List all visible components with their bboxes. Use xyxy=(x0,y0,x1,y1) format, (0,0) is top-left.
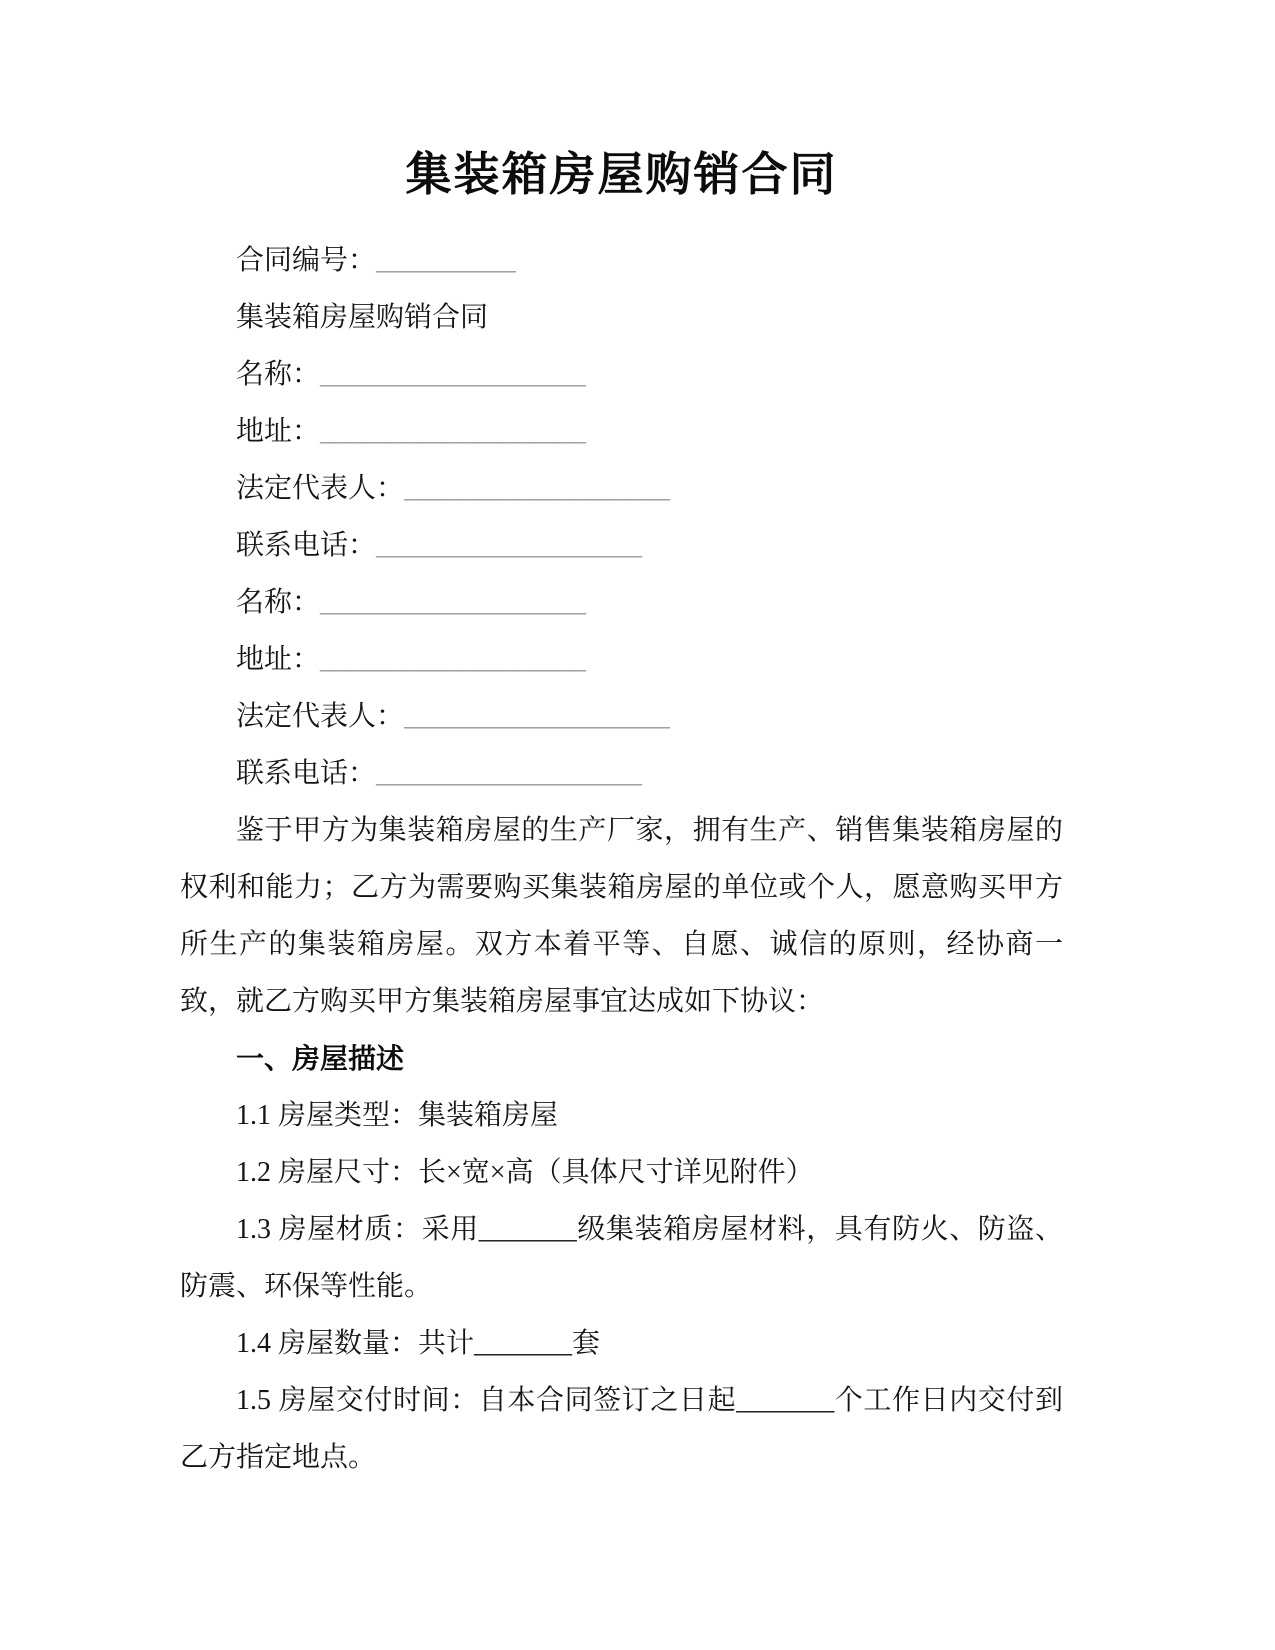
contract-number-line xyxy=(180,232,1063,289)
contract-number-blank: __________ xyxy=(376,245,517,276)
party-b-phone-line xyxy=(180,745,1063,802)
preamble-paragraph: 鉴于甲方为集装箱房屋的生产厂家，拥有生产、销售集装箱房屋的权利和能力；乙方为需要购买集装箱房屋的单位或个人，愿意购买甲方所生产的集装箱房屋。双方本着平等、自愿、诚信的原则，经协商一致，就乙方购买甲方集装箱房屋事宜达成如下协议： xyxy=(180,815,1063,1017)
contract-number-label: 合同编号： xyxy=(236,245,377,276)
party-a-name-line xyxy=(180,346,1063,403)
party-a-phone-line xyxy=(180,517,1063,574)
party-b-phone-blank: ___________________ xyxy=(376,758,643,789)
party-a-address-label: 地址： xyxy=(236,416,321,447)
clause-1-1: 1.1 房屋类型：集装箱房屋 xyxy=(236,1100,559,1131)
clause-1-2: 1.2 房屋尺寸：长×宽×高（具体尺寸详见附件） xyxy=(236,1157,814,1188)
subtitle-text: 集装箱房屋购销合同 xyxy=(236,302,489,333)
party-a-address-blank: ___________________ xyxy=(320,416,587,447)
party-b-address-line xyxy=(180,631,1063,688)
clause-1-4: 1.4 房屋数量：共计_______套 xyxy=(236,1328,601,1359)
subtitle-line xyxy=(180,289,1063,346)
party-b-address-label: 地址： xyxy=(236,644,321,675)
party-a-phone-blank: ___________________ xyxy=(376,530,643,561)
party-a-phone-label: 联系电话： xyxy=(236,530,377,561)
party-b-name-blank: ___________________ xyxy=(320,587,587,618)
clause-1-5: 1.5 房屋交付时间：自本合同签订之日起_______个工作日内交付到乙方指定地点。 xyxy=(180,1385,1063,1473)
document-body xyxy=(180,232,1063,1486)
party-a-address-line xyxy=(180,403,1063,460)
party-b-legal-rep-blank: ___________________ xyxy=(404,701,671,732)
party-a-legal-rep-blank: ___________________ xyxy=(404,473,671,504)
party-b-phone-label: 联系电话： xyxy=(236,758,377,789)
party-a-legal-rep-label: 法定代表人： xyxy=(236,473,405,504)
section-1-heading: 一、房屋描述 xyxy=(236,1043,405,1074)
party-b-name-label: 名称： xyxy=(236,587,321,618)
clause-1-3: 1.3 房屋材质：采用_______级集装箱房屋材料，具有防火、防盗、防震、环保等性能。 xyxy=(180,1214,1063,1302)
party-b-legal-rep-line xyxy=(180,688,1063,745)
party-a-name-blank: ___________________ xyxy=(320,359,587,390)
document-title: 集装箱房屋购销合同 xyxy=(405,149,838,200)
party-b-legal-rep-label: 法定代表人： xyxy=(236,701,405,732)
party-a-legal-rep-line xyxy=(180,460,1063,517)
party-a-name-label: 名称： xyxy=(236,359,321,390)
party-b-address-blank: ___________________ xyxy=(320,644,587,675)
party-b-name-line xyxy=(180,574,1063,631)
